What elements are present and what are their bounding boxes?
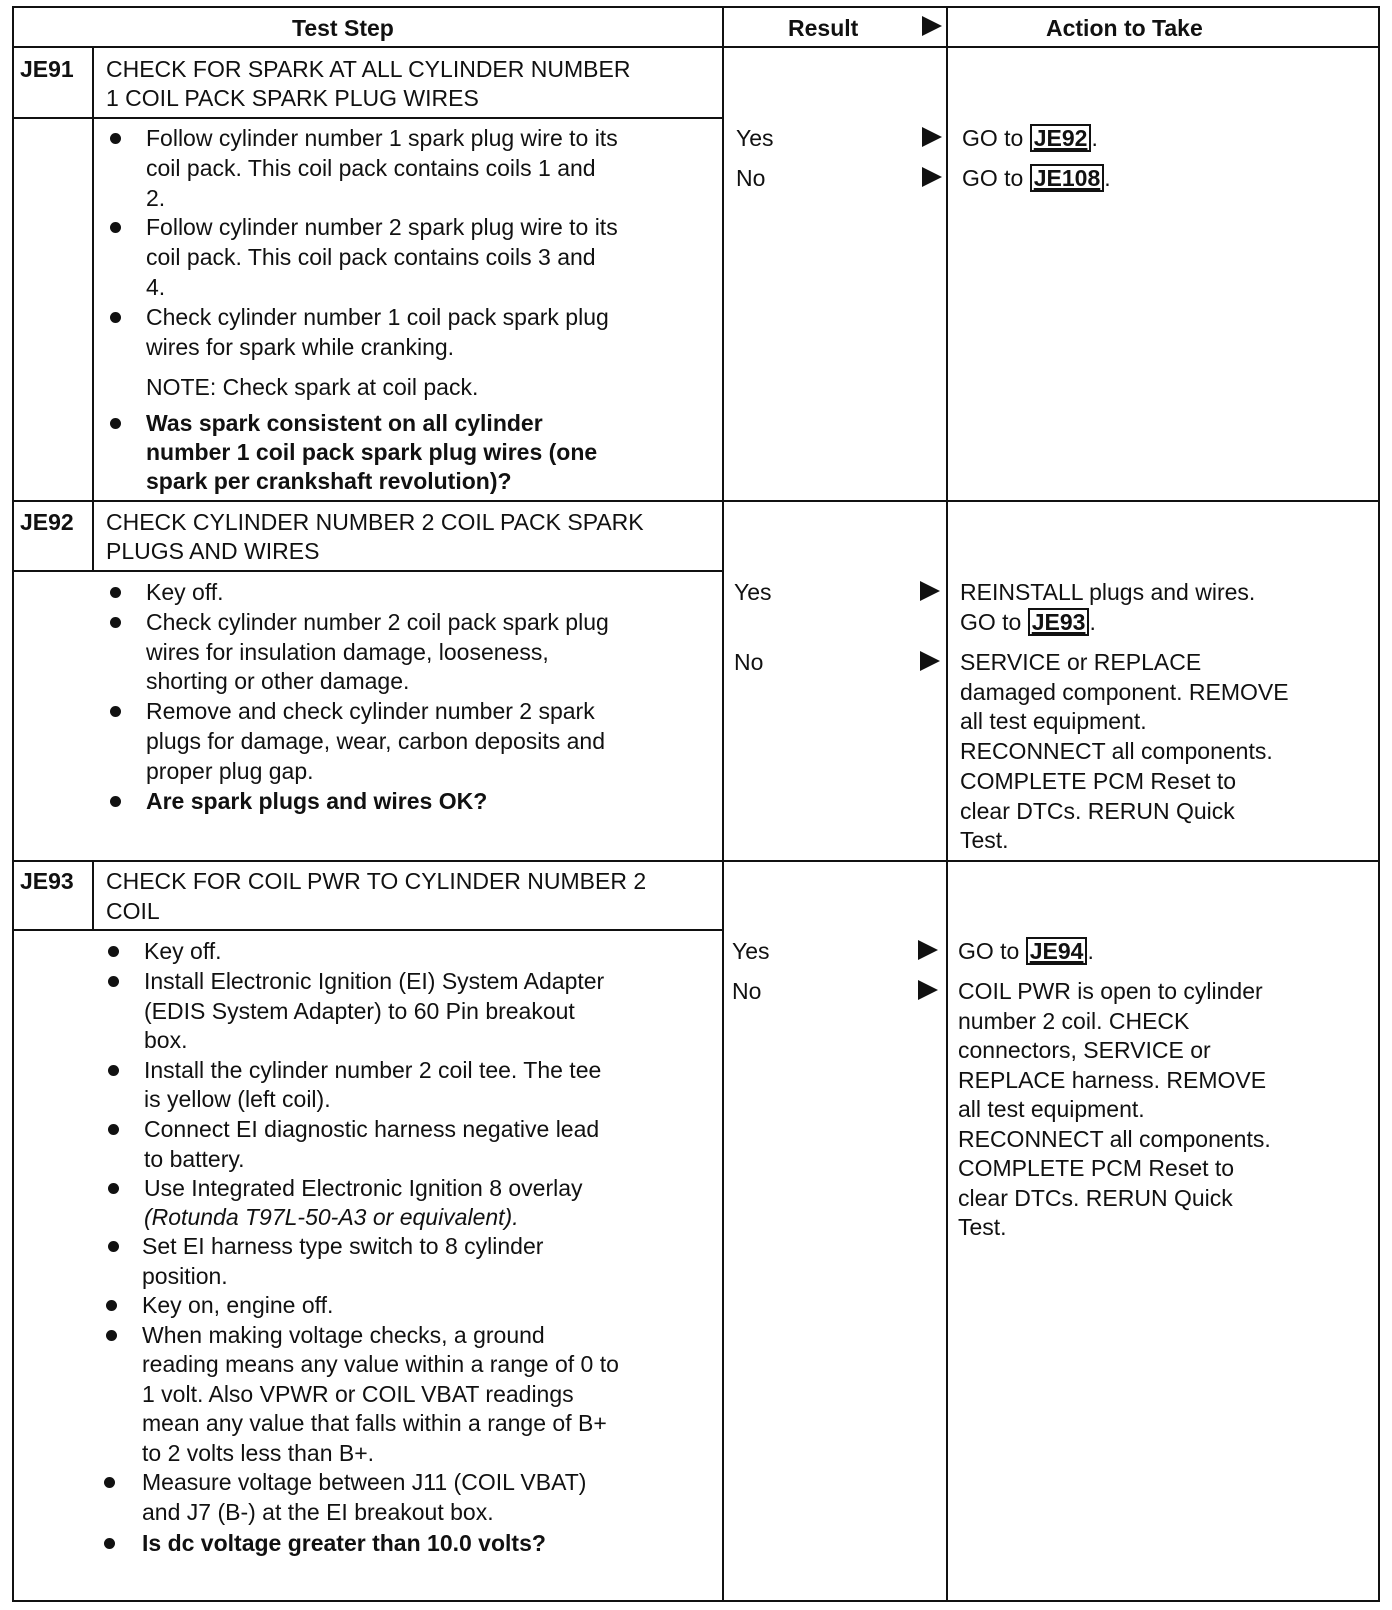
bullet-text: Follow cylinder number 1 spark plug wire to its [146, 125, 618, 151]
bullet-text: mean any value that falls within a range of B+ [142, 1410, 607, 1436]
step-reference-link[interactable]: JE92 [1030, 124, 1092, 152]
step-reference-link[interactable]: JE94 [1026, 937, 1088, 965]
step-id: JE92 [20, 509, 74, 535]
result-label: Yes [732, 938, 770, 964]
action-text [962, 123, 1098, 153]
bullet-text: Set EI harness type switch to 8 cylinder [142, 1233, 544, 1259]
header-divider [12, 46, 1380, 48]
bullet-text: Follow cylinder number 2 spark plug wire to its [146, 214, 618, 240]
row-divider-je92 [12, 500, 1380, 502]
action-text: SERVICE or REPLACE [960, 649, 1202, 675]
bullet-icon [110, 418, 121, 429]
step-title: PLUGS AND WIRES [106, 538, 320, 564]
bullet-icon [104, 1477, 115, 1488]
action-text [958, 936, 1094, 966]
action-text: RECONNECT all components. [958, 1126, 1271, 1152]
step-title: 1 COIL PACK SPARK PLUG WIRES [106, 85, 479, 111]
action-suffix: . [1091, 125, 1098, 151]
action-suffix: . [1104, 165, 1111, 191]
action-text: REPLACE harness. REMOVE [958, 1067, 1267, 1093]
action-text: clear DTCs. RERUN Quick [958, 1185, 1233, 1211]
bullet-text: to 2 volts less than B+. [142, 1440, 375, 1466]
action-text: RECONNECT all components. [960, 738, 1273, 764]
step-title: COIL [106, 898, 160, 924]
arrow-icon [918, 940, 938, 960]
bullet-text: Measure voltage between J11 (COIL VBAT) [142, 1469, 587, 1495]
action-text: COMPLETE PCM Reset to [960, 768, 1237, 794]
bullet-text: Check cylinder number 1 coil pack spark plug [146, 304, 609, 330]
bullet-text: shorting or other damage. [146, 668, 410, 694]
action-suffix: . [1089, 609, 1096, 635]
arrow-icon [922, 16, 942, 36]
bullet-icon [106, 1330, 117, 1341]
go-to-label: GO to [962, 165, 1024, 191]
action-suffix: . [1087, 938, 1094, 964]
step-id: JE91 [20, 56, 74, 82]
bullet-icon [110, 133, 121, 144]
title-divider-je92 [12, 570, 724, 572]
bullet-icon [108, 1065, 119, 1076]
bullet-text: 4. [146, 274, 166, 300]
bullet-icon [110, 796, 121, 807]
arrow-icon [918, 980, 938, 1000]
step-reference-link[interactable]: JE108 [1030, 164, 1105, 192]
bullet-icon [110, 587, 121, 598]
bullet-text: is yellow (left coil). [144, 1086, 331, 1112]
bullet-icon [110, 706, 121, 717]
action-text: damaged component. REMOVE [960, 679, 1289, 705]
bullet-icon [108, 1183, 119, 1194]
bullet-text: coil pack. This coil pack contains coils 3 and [146, 244, 596, 270]
action-text: all test equipment. [958, 1096, 1145, 1122]
header-result: Result [788, 15, 859, 41]
header-test-step: Test Step [292, 15, 394, 41]
bullet-icon [110, 222, 121, 233]
bullet-text: Key on, engine off. [142, 1292, 334, 1318]
column-divider-id [92, 860, 94, 930]
arrow-icon [920, 651, 940, 671]
question-text: spark per crankshaft revolution)? [146, 468, 512, 494]
title-divider-je91 [12, 117, 724, 119]
step-title: CHECK FOR SPARK AT ALL CYLINDER NUMBER [106, 56, 631, 82]
bullet-text: reading means any value within a range of 0 to [142, 1351, 619, 1377]
action-text [962, 163, 1111, 193]
bullet-icon [108, 1124, 119, 1135]
question-text: Are spark plugs and wires OK? [146, 788, 488, 814]
action-text: number 2 coil. CHECK [958, 1008, 1190, 1034]
action-text: COMPLETE PCM Reset to [958, 1155, 1235, 1181]
action-text: connectors, SERVICE or [958, 1037, 1211, 1063]
bullet-icon [104, 1538, 115, 1549]
bullet-icon [108, 976, 119, 987]
result-label: Yes [734, 579, 772, 605]
arrow-icon [920, 581, 940, 601]
question-text: number 1 coil pack spark plug wires (one [146, 439, 598, 465]
bullet-text: and J7 (B-) at the EI breakout box. [142, 1499, 494, 1525]
step-reference-link[interactable]: JE93 [1028, 608, 1090, 636]
bullet-text: When making voltage checks, a ground [142, 1322, 545, 1348]
column-divider-action [946, 6, 948, 1602]
bullet-text: to battery. [144, 1146, 245, 1172]
bullet-text: position. [142, 1263, 228, 1289]
step-id: JE93 [20, 868, 74, 894]
action-text: clear DTCs. RERUN Quick [960, 798, 1235, 824]
bullet-text: Key off. [144, 938, 222, 964]
go-to-label: GO to [958, 938, 1020, 964]
bullet-text: wires for insulation damage, looseness, [146, 639, 549, 665]
bullet-text: Remove and check cylinder number 2 spark [146, 698, 595, 724]
step-title: CHECK CYLINDER NUMBER 2 COIL PACK SPARK [106, 509, 644, 535]
bullet-text: Key off. [146, 579, 224, 605]
title-divider-je93 [12, 929, 724, 931]
bullet-icon [110, 617, 121, 628]
arrow-icon [922, 127, 942, 147]
action-text [960, 607, 1096, 637]
note-text: NOTE: Check spark at coil pack. [146, 374, 479, 400]
bullet-text: Install Electronic Ignition (EI) System Adapter [144, 968, 605, 994]
result-label: No [732, 978, 762, 1004]
action-text: all test equipment. [960, 708, 1147, 734]
bullet-text: 2. [146, 185, 166, 211]
result-label: No [736, 165, 766, 191]
bullet-text: wires for spark while cranking. [146, 334, 455, 360]
row-divider-je93 [12, 860, 1380, 862]
bullet-text: coil pack. This coil pack contains coils 1 and [146, 155, 596, 181]
bullet-text: plugs for damage, wear, carbon deposits and [146, 728, 606, 754]
bullet-text: (EDIS System Adapter) to 60 Pin breakout [144, 998, 575, 1024]
question-text: Was spark consistent on all cylinder [146, 410, 543, 436]
go-to-label: GO to [960, 609, 1022, 635]
header-action: Action to Take [1046, 15, 1203, 41]
action-text: Test. [960, 827, 1009, 853]
result-label: No [734, 649, 764, 675]
bullet-text: box. [144, 1027, 188, 1053]
bullet-icon [108, 946, 119, 957]
bullet-text: Install the cylinder number 2 coil tee. The tee [144, 1057, 602, 1083]
bullet-icon [108, 1241, 119, 1252]
action-text: COIL PWR is open to cylinder [958, 978, 1263, 1004]
tool-reference: (Rotunda T97L-50-A3 or equivalent). [144, 1204, 519, 1230]
action-text: Test. [958, 1214, 1007, 1240]
column-divider-id [92, 500, 94, 572]
result-label: Yes [736, 125, 774, 151]
action-text: REINSTALL plugs and wires. [960, 579, 1256, 605]
bullet-icon [110, 312, 121, 323]
question-text: Is dc voltage greater than 10.0 volts? [142, 1530, 546, 1556]
column-divider-id [92, 46, 94, 500]
bullet-text: proper plug gap. [146, 758, 314, 784]
go-to-label: GO to [962, 125, 1024, 151]
column-divider-result [722, 6, 724, 1602]
bullet-icon [106, 1300, 117, 1311]
bullet-text: Check cylinder number 2 coil pack spark plug [146, 609, 609, 635]
arrow-icon [922, 167, 942, 187]
bullet-text: 1 volt. Also VPWR or COIL VBAT readings [142, 1381, 574, 1407]
bullet-text: Connect EI diagnostic harness negative lead [144, 1116, 600, 1142]
bullet-text: Use Integrated Electronic Ignition 8 overlay [144, 1175, 583, 1201]
step-title: CHECK FOR COIL PWR TO CYLINDER NUMBER 2 [106, 868, 647, 894]
